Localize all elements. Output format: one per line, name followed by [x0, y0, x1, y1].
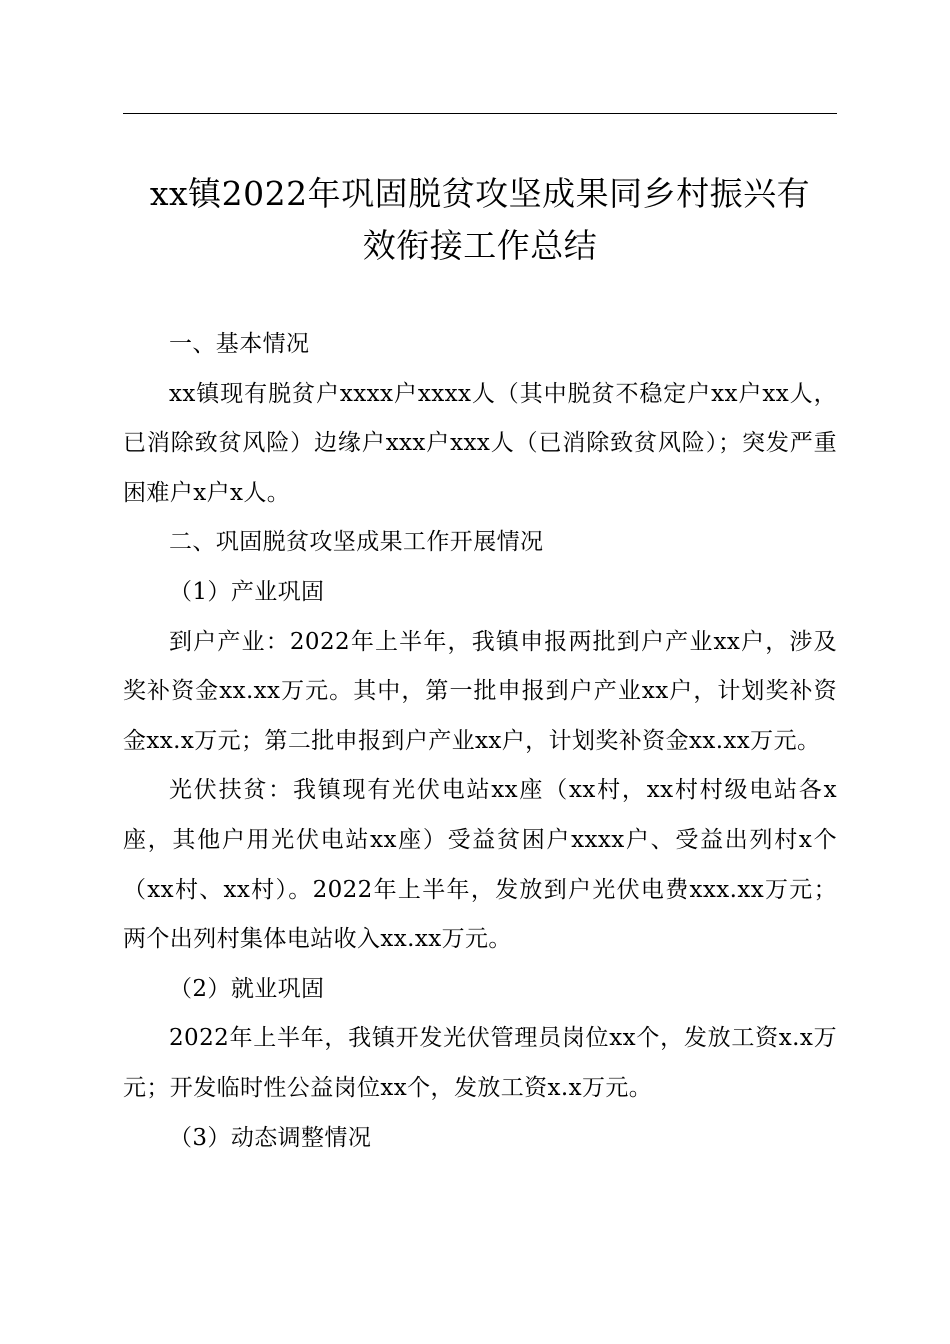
subheading-dynamic-adjustment: （3）动态调整情况 — [169, 1124, 372, 1151]
paragraph-photovoltaic: 光伏扶贫：我镇现有光伏电站xx座（xx村，xx村村级电站各x座，其他户用光伏电站xx座）受益贫困户xxxx户、受益出列村x个（xx村、xx村）。2022年上半年，发放到户光伏电费xxx.xx万元；两个出列村集体电站收入xx.xx万元。 — [123, 777, 837, 953]
paragraph-employment: 2022年上半年，我镇开发光伏管理员岗位xx个，发放工资x.x万元；开发临时性公益岗位xx个，发放工资x.x万元。 — [123, 1025, 837, 1101]
subheading-employment: （2）就业巩固 — [169, 975, 325, 1002]
paragraph-basic-situation: xx镇现有脱贫户xxxx户xxxx人（其中脱贫不稳定户xx户xx人，已消除致贫风险）边缘户xxx户xxx人（已消除致贫风险）；突发严重困难户x户x人。 — [123, 380, 837, 506]
document-body — [123, 320, 837, 1163]
subheading-industry: （1）产业巩固 — [169, 578, 325, 605]
document-title — [110, 168, 850, 272]
header-rule — [123, 113, 837, 114]
title-line-2: 效衔接工作总结 — [362, 226, 598, 265]
paragraph-household-industry: 到户产业：2022年上半年，我镇申报两批到户产业xx户，涉及奖补资金xx.xx万元。其中，第一批申报到户产业xx户，计划奖补资金xx.x万元；第二批申报到户产业xx户，计划奖补资金xx.xx万元。 — [123, 628, 837, 754]
section-heading-basic: 一、基本情况 — [169, 331, 310, 357]
title-line-1: xx镇2022年巩固脱贫攻坚成果同乡村振兴有 — [149, 174, 811, 213]
section-heading-work: 二、巩固脱贫攻坚成果工作开展情况 — [169, 529, 544, 556]
